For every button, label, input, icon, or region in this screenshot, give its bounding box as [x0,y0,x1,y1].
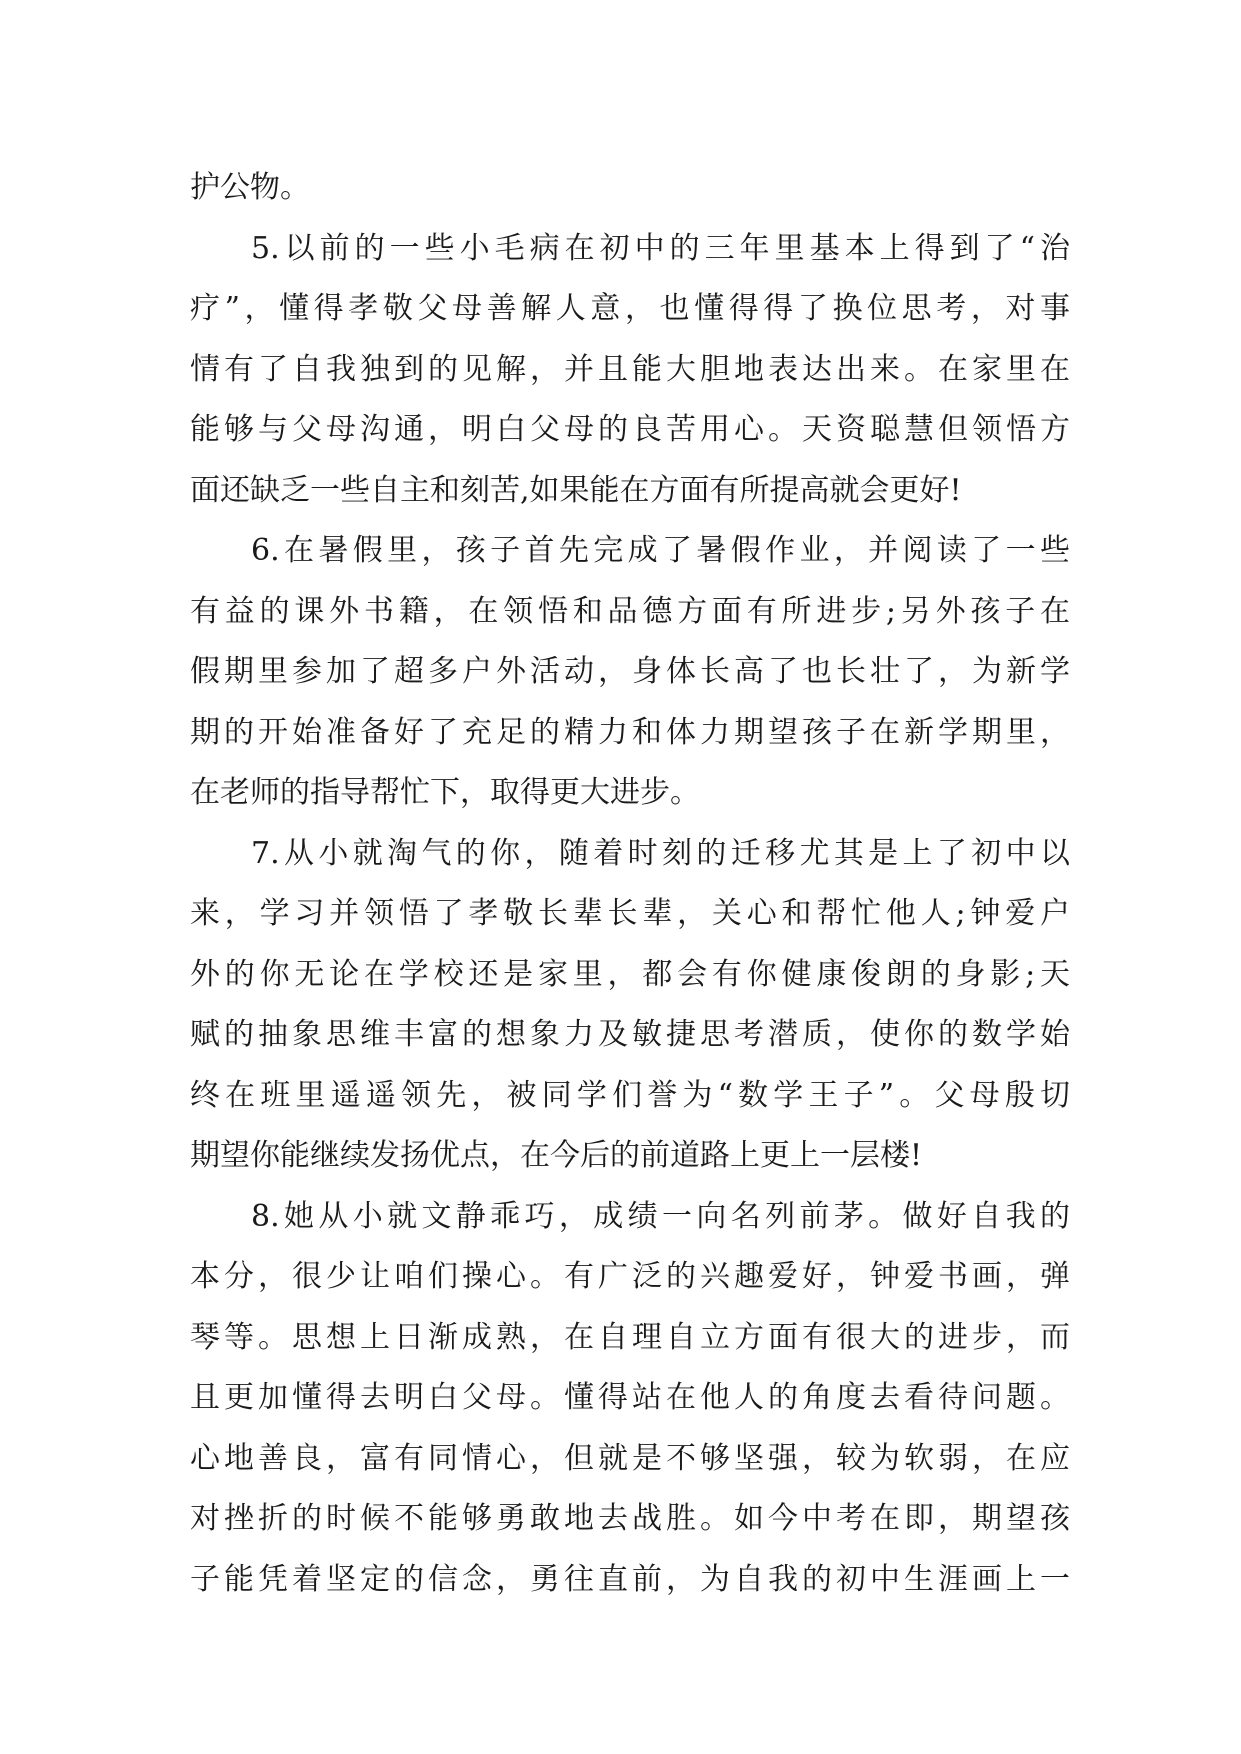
text-line: 子能凭着坚定的信念，勇往直前，为自我的初中生涯画上一 [190,1561,1070,1597]
text-line: 期的开始准备好了充足的精力和体力期望孩子在新学期里， [190,714,1070,750]
text-line: 假期里参加了超多户外活动，身体长高了也长壮了，为新学 [190,654,1070,689]
paragraph-8-line: 8.她从小就文静乖巧，成绩一向名列前茅。做好自我的 [251,1198,1070,1234]
text-line: 有益的课外书籍，在领悟和品德方面有所进步;另外孩子在 [190,593,1070,629]
text-line: 面还缺乏一些自主和刻苦,如果能在方面有所提高就会更好! [190,472,962,508]
body-text [190,158,1070,1610]
text-line: 护公物。 [190,170,310,205]
text-line: 疗”，懂得孝敬父母善解人意，也懂得得了换位思考，对事 [190,291,1070,326]
text-line: 能够与父母沟通，明白父母的良苦用心。天资聪慧但领悟方 [190,412,1070,447]
text-line: 心地善良，富有同情心，但就是不够坚强，较为软弱，在应 [190,1440,1070,1476]
text-line: 期望你能继续发扬优点，在今后的前道路上更上一层楼! [190,1138,923,1173]
text-line: 琴等。思想上日渐成熟，在自理自立方面有很大的进步，而 [190,1319,1070,1355]
text-line: 情有了自我独到的见解，并且能大胆地表达出来。在家里在 [190,351,1070,387]
paragraph-5-line: 5.以前的一些小毛病在初中的三年里基本上得到了“治 [251,230,1070,266]
text-line: 来，学习并领悟了孝敬长辈长辈，关心和帮忙他人;钟爱户 [190,896,1070,931]
text-line: 终在班里遥遥领先，被同学们誉为“数学王子”。父母殷切 [190,1077,1070,1113]
text-line: 外的你无论在学校还是家里，都会有你健康俊朗的身影;天 [190,956,1070,992]
text-line: 本分，很少让咱们操心。有广泛的兴趣爱好，钟爱书画，弹 [190,1259,1070,1294]
text-line: 在老师的指导帮忙下，取得更大进步。 [190,775,700,810]
paragraph-6-line: 6.在暑假里，孩子首先完成了暑假作业，并阅读了一些 [251,533,1070,568]
text-line: 赋的抽象思维丰富的想象力及敏捷思考潜质，使你的数学始 [190,1017,1070,1052]
text-line: 对挫折的时候不能够勇敢地去战胜。如今中考在即，期望孩 [190,1501,1070,1536]
text-line: 且更加懂得去明白父母。懂得站在他人的角度去看待问题。 [190,1380,1070,1415]
paragraph-7-line: 7.从小就淘气的你，随着时刻的迁移尤其是上了初中以 [251,835,1070,871]
